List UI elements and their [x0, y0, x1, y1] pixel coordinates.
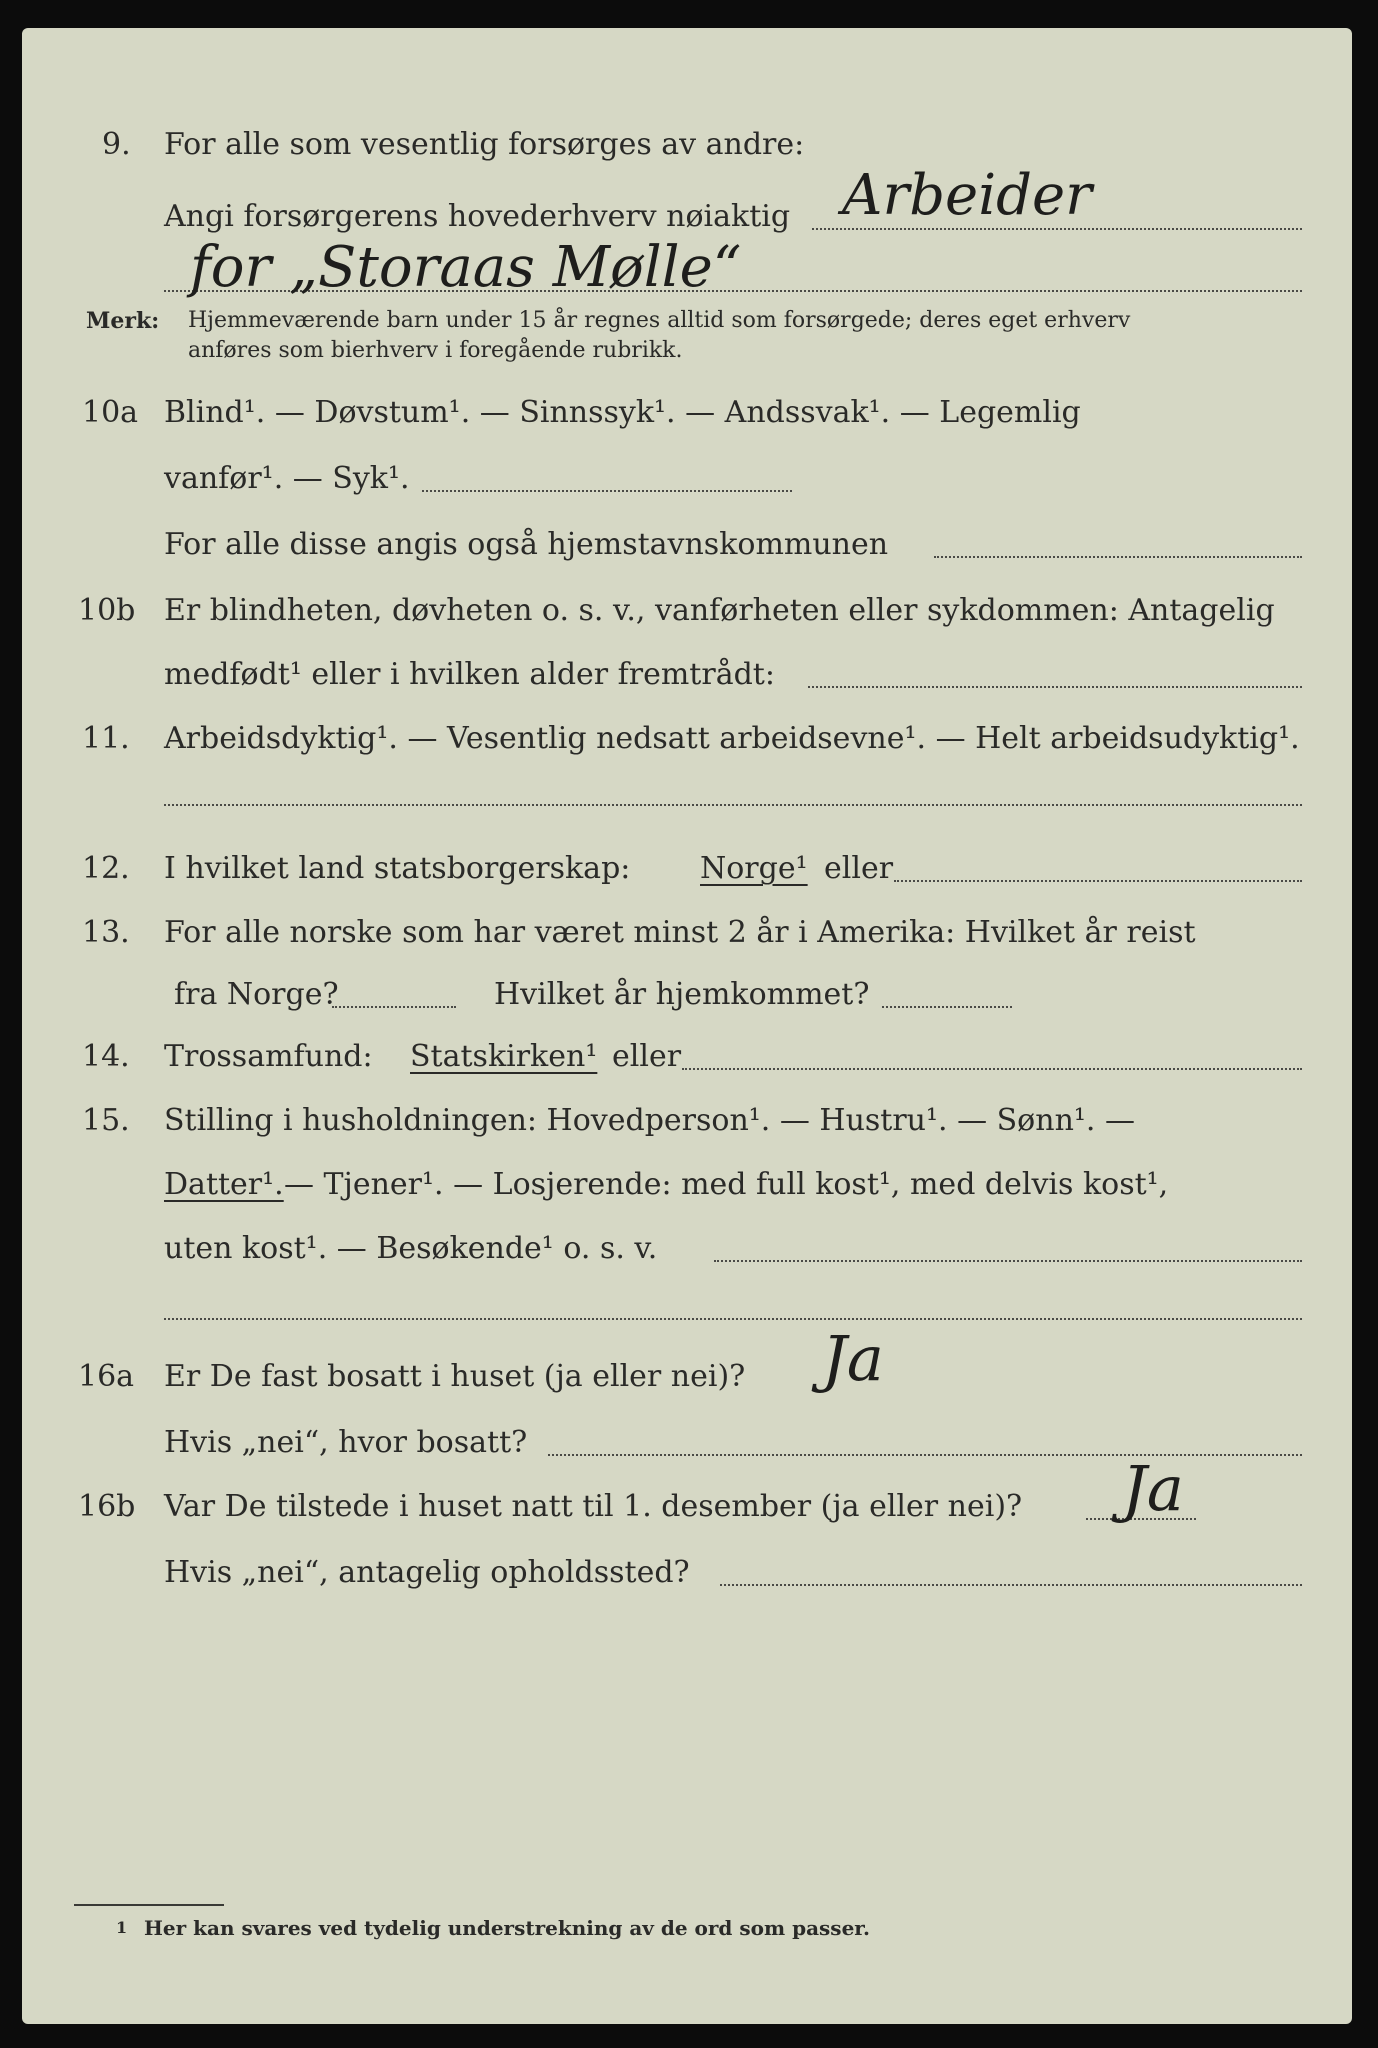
footnote-rule: [74, 1904, 224, 1906]
q16a-line: [548, 1454, 1302, 1456]
q10a-syk-line: [422, 490, 792, 492]
q9-handwritten-answer2: for „Storaas Mølle“: [190, 235, 742, 300]
q9-handwritten-answer1: Arbeider: [842, 163, 1092, 228]
q15-line2: — Tjener¹. — Losjerende: med full kost¹, med delvis kost¹,: [284, 1167, 1169, 1202]
q9-line1: For alle som vesentlig forsørges av andre:: [164, 127, 805, 162]
q16b-line2: Hvis „nei“, antagelig opholdssted?: [164, 1555, 690, 1590]
q13-hjemkommet-line: [882, 1006, 1012, 1008]
q16a-line1: Er De fast bosatt i huset (ja eller nei)?: [164, 1359, 746, 1394]
q14-number: 14.: [82, 1039, 130, 1074]
q10a-line1: Blind¹. — Døvstum¹. — Sinnssyk¹. — Andssvak¹. — Legemlig: [164, 395, 1081, 430]
q9-line2: Angi forsørgerens hovederhverv nøiaktig: [164, 199, 791, 234]
q10a-line2: vanfør¹. — Syk¹.: [164, 461, 410, 496]
footnote-text: Her kan svares ved tydelig understrekning av de ord som passer.: [144, 1916, 870, 1940]
q10a-hjemstavn-line: [934, 556, 1302, 558]
q15-extra-line: [164, 1318, 1302, 1320]
q10a-number: 10a: [82, 395, 139, 430]
q13-line1: For alle norske som har været minst 2 år i Amerika: Hvilket år reist: [164, 915, 1196, 950]
q16b-line1: Var De tilstede i huset natt til 1. desember (ja eller nei)?: [164, 1489, 1023, 1524]
merk-label: Merk:: [86, 308, 160, 334]
q15-line3: uten kost¹. — Besøkende¹ o. s. v.: [164, 1231, 658, 1266]
q16a-number: 16a: [78, 1359, 135, 1394]
q16a-line2: Hvis „nei“, hvor bosatt?: [164, 1425, 528, 1460]
q15-datter-underlined: Datter¹.: [164, 1167, 284, 1202]
q9-answer-line1: [812, 228, 1302, 230]
merk-line1: Hjemmeværende barn under 15 år regnes alltid som forsørgede; deres eget erhverv: [188, 308, 1131, 333]
q13-text-b: Hvilket år hjemkommet?: [494, 977, 870, 1012]
q12-number: 12.: [82, 851, 130, 886]
q10b-line: [808, 686, 1302, 688]
merk-line2: anføres som bierhverv i foregående rubrikk.: [188, 338, 683, 363]
q16a-handwritten-answer: Ja: [822, 1322, 884, 1395]
q13-reist-line: [332, 1006, 456, 1008]
q14-text-c: eller: [612, 1039, 682, 1074]
q16b-handwritten-answer: Ja: [1122, 1452, 1184, 1525]
q11-number: 11.: [82, 721, 130, 756]
q12-norge-underlined: Norge¹: [700, 851, 808, 886]
q13-number: 13.: [82, 915, 130, 950]
census-form-sheet: [22, 28, 1352, 2024]
q9-number: 9.: [102, 127, 131, 162]
q15-line1: Stilling i husholdningen: Hovedperson¹. — Hustru¹. — Sønn¹. —: [164, 1103, 1135, 1138]
q10b-number: 10b: [78, 593, 136, 628]
q12-line: [894, 880, 1302, 882]
q12-text-a: I hvilket land statsborgerskap:: [164, 851, 631, 886]
q11-line: [164, 804, 1302, 806]
footnote-mark: 1: [116, 1918, 128, 1937]
q13-text-a: fra Norge?: [174, 977, 339, 1012]
q14-text-a: Trossamfund:: [164, 1039, 373, 1074]
q12-text-c: eller: [824, 851, 894, 886]
q14-statskirken-underlined: Statskirken¹: [410, 1039, 598, 1074]
q14-line: [682, 1068, 1302, 1070]
q10b-line1: Er blindheten, døvheten o. s. v., vanførheten eller sykdommen: Antagelig: [164, 593, 1275, 628]
q10a-line3: For alle disse angis også hjemstavnskommunen: [164, 527, 889, 562]
q10b-line2: medfødt¹ eller i hvilken alder fremtrådt:: [164, 657, 775, 692]
q15-number: 15.: [82, 1103, 130, 1138]
q11-line1: Arbeidsdyktig¹. — Vesentlig nedsatt arbeidsevne¹. — Helt arbeidsudyktig¹.: [164, 721, 1300, 756]
q16b-number: 16b: [78, 1489, 136, 1524]
q15-line: [714, 1260, 1302, 1262]
q16b-line: [720, 1584, 1302, 1586]
